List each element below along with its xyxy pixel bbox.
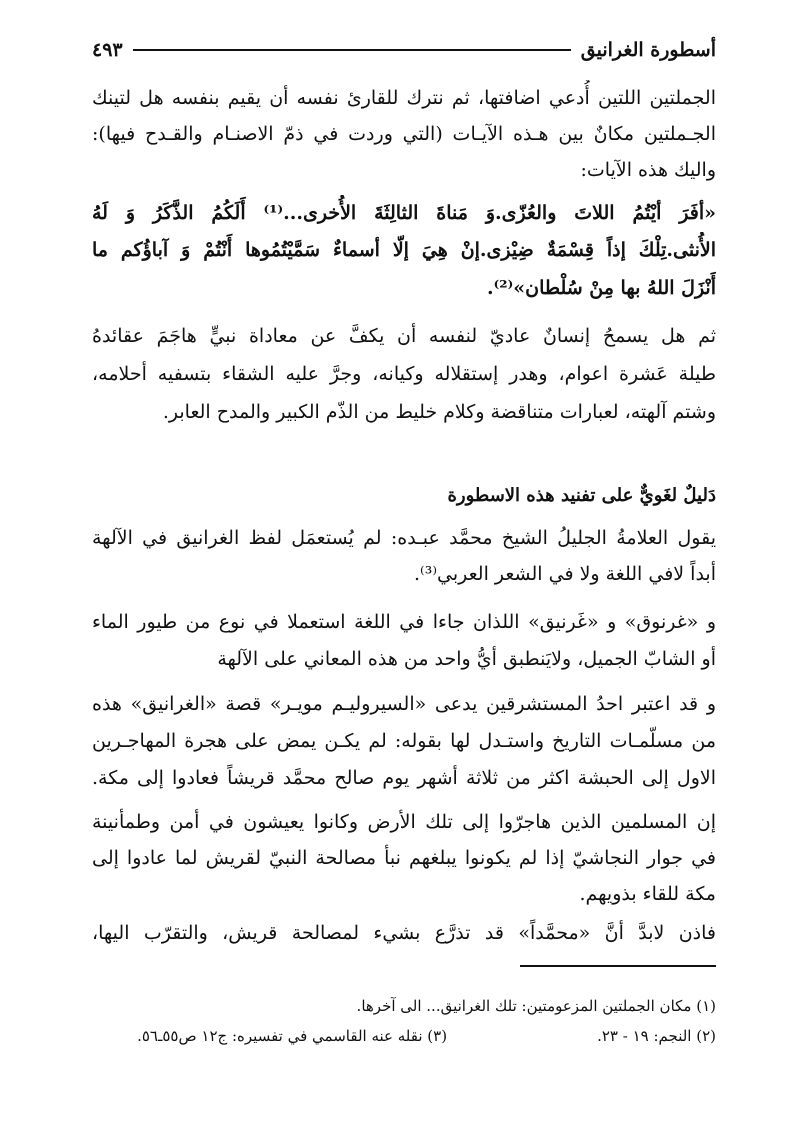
body-line: و «غرنوق» و «غَرنيق» اللذان جاءا في اللغة استعملا في نوع من طيور الماء (92, 611, 716, 633)
footnote-3: (٣) نقله عنه القاسمي في تفسيره: ج١٢ ص٥٥ـ٥٦. (137, 1027, 448, 1045)
quran-verse-line: أَنْزَلَ اللهُ بها مِنْ سُلْطان»⁽²⁾. (486, 277, 716, 299)
body-line: الجملتين اللتين أُدعي اضافتها، ثم نترك للقارئ نفسه أن يقيم بنفسه هل لتينك (92, 87, 716, 109)
body-line: طيلة عَشرة اعوام، وهدر إستقلاله وكيانه، وجرَّ عليه الشقاء بتسفيه أحلامه، (92, 363, 716, 385)
body-line: إن المسلمين الذين هاجرّوا إلى تلك الأرض وكانوا يعيشون في أمن وطمأنينة (92, 811, 716, 833)
body-line: يقول العلامةُ الجليلُ الشيخ محمَّد عبـده: لم يُستعمَل لفظ الغرانيق في الآلهة (92, 527, 716, 549)
quran-verse-line: الأُنثى.تِلْكَ إذاً قِسْمَةٌ ضِيْزى.إنْ هِيَ إلّا أسماءٌ سَمَّيْتُمُوها أَنْتُمْ وَ آباؤُكم ما (92, 239, 716, 261)
body-line: من مسلّمـات التاريخ واستـدل لها بقوله: لم يكـن يمض على هجرة المهاجـرين (92, 730, 716, 752)
body-line: وشتم آلهته، لعبارات متناقضة وكلام خليط من الذّم الكبير والمدح العابر. (162, 401, 716, 423)
body-line: الجـملتين مكانٌ بين هـذه الآيـات (التي وردت في ذمّ الاصنـام والقـدح فيها): (92, 123, 716, 145)
body-line: الاول إلى الحبشة اكثر من ثلاثة أشهر يوم صالح محمَّد قريشاً فعادوا إلى مكة. (92, 767, 716, 789)
section-heading: دَليلٌ لغَويٌّ على تفنيد هذه الاسطورة (447, 485, 716, 506)
body-line: أو الشابّ الجميل، ولايَنطبق أيُّ واحد من هذه المعاني على الآلهة (217, 648, 716, 670)
running-header (92, 34, 716, 66)
page-number: ٤٩٣ (92, 39, 123, 61)
running-title: أسطورة الغرانيق (580, 39, 716, 61)
footnote-1: (١) مكان الجملتين المزعومتين: تلك الغرانيق... الى آخرها. (356, 997, 716, 1015)
body-line: واليك هذه الآيات: (580, 159, 716, 181)
header-rule (133, 49, 571, 51)
footnote-2: (٢) النجم: ١٩ - ٢٣. (597, 1027, 716, 1045)
body-line: فاذن لابدَّ أنَّ «محمَّداً» قد تذرَّع بشيء لمصالحة قريش، والتقرّب اليها، (92, 922, 716, 944)
body-line: مكة للقاء بذويهم. (579, 883, 716, 905)
body-line: أبداً لافي اللغة ولا في الشعر العربي⁽³⁾. (414, 563, 716, 585)
footnote-separator (520, 965, 716, 967)
quran-verse-line: «أفَرَ أيْتُمُ اللاتَ والعُزّى.وَ مَناةَ الثالِثَةَ الأُخرى...⁽¹⁾ أَلَكُمُ الذَّكَرُ وَ لَهُ (92, 202, 716, 224)
body-line: و قد اعتبر احدُ المستشرقين يدعى «السيروليـم مويـر» قصة «الغرانيق» هذه (92, 693, 716, 715)
body-line: ثم هل يسمحُ إنسانٌ عاديّ لنفسه أن يكفَّ عن معاداة نبيٍّ هاجَمَ عقائدهُ (92, 325, 716, 347)
body-line: في جوار النجاشيّ إذا لم يكونوا يبلغهم نبأ مصالحة النبيّ لقريش لما عادوا إلى (92, 847, 716, 869)
footnote-row (92, 1023, 716, 1049)
